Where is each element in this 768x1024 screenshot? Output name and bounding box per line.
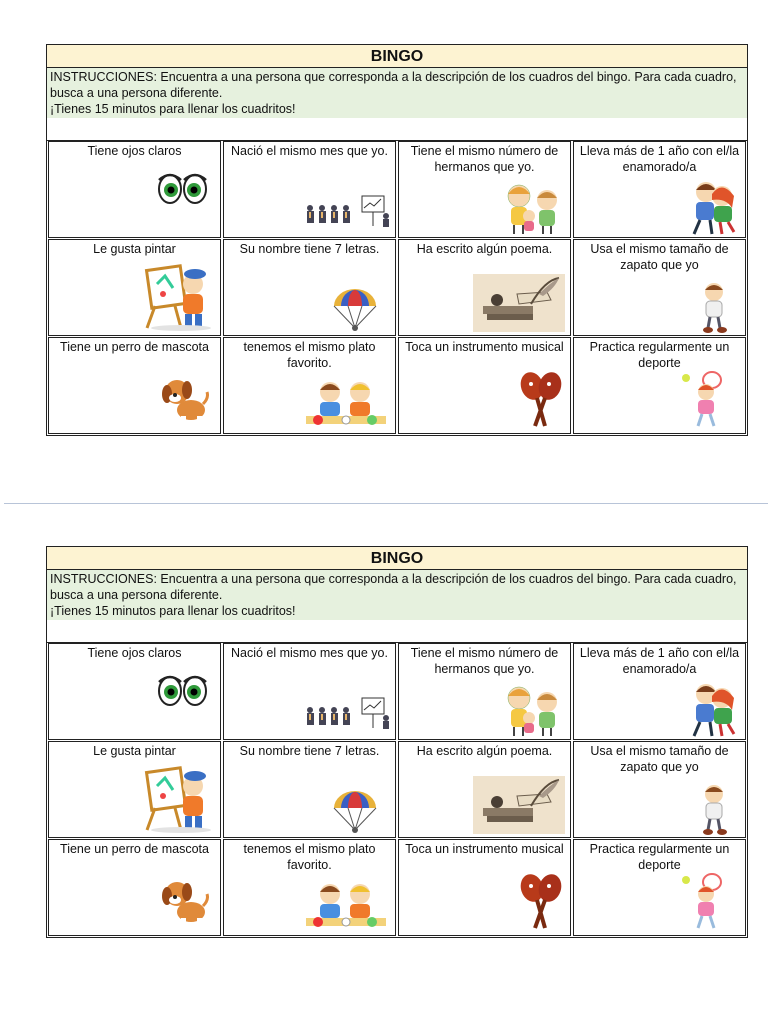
instructions-time: ¡Tienes 15 minutos para llenar los cuadritos! [50,102,296,116]
bingo-cell[interactable] [223,337,396,434]
bingo-cell[interactable] [223,141,396,238]
painter-icon [141,262,213,332]
page-separator [4,503,768,504]
bingo-cell[interactable] [573,239,746,336]
bingo-cell[interactable] [48,141,221,238]
bingo-title: BINGO [46,44,748,68]
office-people-icon [304,696,390,730]
bingo-cell[interactable] [398,337,571,434]
bingo-cell[interactable] [573,141,746,238]
cell-label: Tiene ojos claros [87,646,182,660]
bingo-cell[interactable] [573,643,746,740]
cell-label: Le gusta pintar [93,242,176,256]
eyes-icon [157,674,209,708]
bingo-cell[interactable] [573,839,746,936]
tennis-player-icon [682,872,734,932]
bingo-cell[interactable] [398,141,571,238]
bingo-cell[interactable] [398,741,571,838]
cell-label: Tiene un perro de mascota [60,842,209,856]
cell-label: Usa el mismo tamaño de zapato que yo [590,242,729,272]
cell-label: Tiene el mismo número de hermanos que yo. [410,646,559,676]
spacer [46,620,748,642]
parachute-icon [332,790,378,834]
cell-label: Tiene ojos claros [87,144,182,158]
siblings-icon [501,180,565,236]
bingo-card-2 [46,546,748,938]
bingo-cell[interactable] [398,239,571,336]
instructions-text: INSTRUCCIONES: Encuentra a una persona que corresponda a la descripción de los cuadros del bingo. Para cada cuadro, busca a una persona diferente. [50,572,737,602]
cell-label: Usa el mismo tamaño de zapato que yo [590,744,729,774]
bingo-cell[interactable] [573,337,746,434]
painter-icon [141,764,213,834]
kids-eating-icon [306,880,386,930]
boy-shoes-icon [698,280,734,334]
cell-label: Tiene el mismo número de hermanos que yo. [410,144,559,174]
instructions [46,68,748,118]
cell-label: Lleva más de 1 año con el/la enamorado/a [579,646,740,676]
maracas-icon [519,872,563,930]
cell-label: Nació el mismo mes que yo. [230,646,388,660]
quill-books-icon [473,776,565,834]
couple-icon [686,680,742,738]
tennis-player-icon [682,370,734,430]
bingo-cell[interactable] [48,741,221,838]
instructions-text: INSTRUCCIONES: Encuentra a una persona que corresponda a la descripción de los cuadros del bingo. Para cada cuadro, busca a una persona diferente. [50,70,737,100]
cell-label: Ha escrito algún poema. [416,242,553,256]
instructions-time: ¡Tienes 15 minutos para llenar los cuadritos! [50,604,296,618]
office-people-icon [304,194,390,228]
cell-label: tenemos el mismo plato favorito. [243,340,376,370]
parachute-icon [332,288,378,332]
cell-label: Su nombre tiene 7 letras. [239,242,380,256]
bingo-cell[interactable] [223,741,396,838]
bingo-cell[interactable] [398,839,571,936]
cell-label: Su nombre tiene 7 letras. [239,744,380,758]
puppy-icon [159,878,209,930]
cell-label: Toca un instrumento musical [405,842,564,856]
puppy-icon [159,376,209,428]
bingo-cell[interactable] [48,337,221,434]
bingo-cell[interactable] [573,741,746,838]
bingo-card-1 [46,44,748,436]
couple-icon [686,178,742,236]
bingo-cell[interactable] [48,839,221,936]
quill-books-icon [473,274,565,332]
eyes-icon [157,172,209,206]
bingo-cell[interactable] [223,839,396,936]
boy-shoes-icon [698,782,734,836]
spacer [46,118,748,140]
bingo-cell[interactable] [223,643,396,740]
cell-label: Tiene un perro de mascota [60,340,209,354]
bingo-cell[interactable] [48,643,221,740]
cell-label: tenemos el mismo plato favorito. [243,842,376,872]
maracas-icon [519,370,563,428]
cell-label: Le gusta pintar [93,744,176,758]
kids-eating-icon [306,378,386,428]
cell-label: Lleva más de 1 año con el/la enamorado/a [579,144,740,174]
bingo-cell[interactable] [398,643,571,740]
cell-label: Ha escrito algún poema. [416,744,553,758]
bingo-cell[interactable] [48,239,221,336]
cell-label: Practica regularmente un deporte [589,340,730,370]
bingo-title: BINGO [46,546,748,570]
bingo-grid [46,642,748,938]
cell-label: Nació el mismo mes que yo. [230,144,388,158]
bingo-grid [46,140,748,436]
bingo-cell[interactable] [223,239,396,336]
instructions [46,570,748,620]
cell-label: Practica regularmente un deporte [589,842,730,872]
siblings-icon [501,682,565,738]
cell-label: Toca un instrumento musical [405,340,564,354]
